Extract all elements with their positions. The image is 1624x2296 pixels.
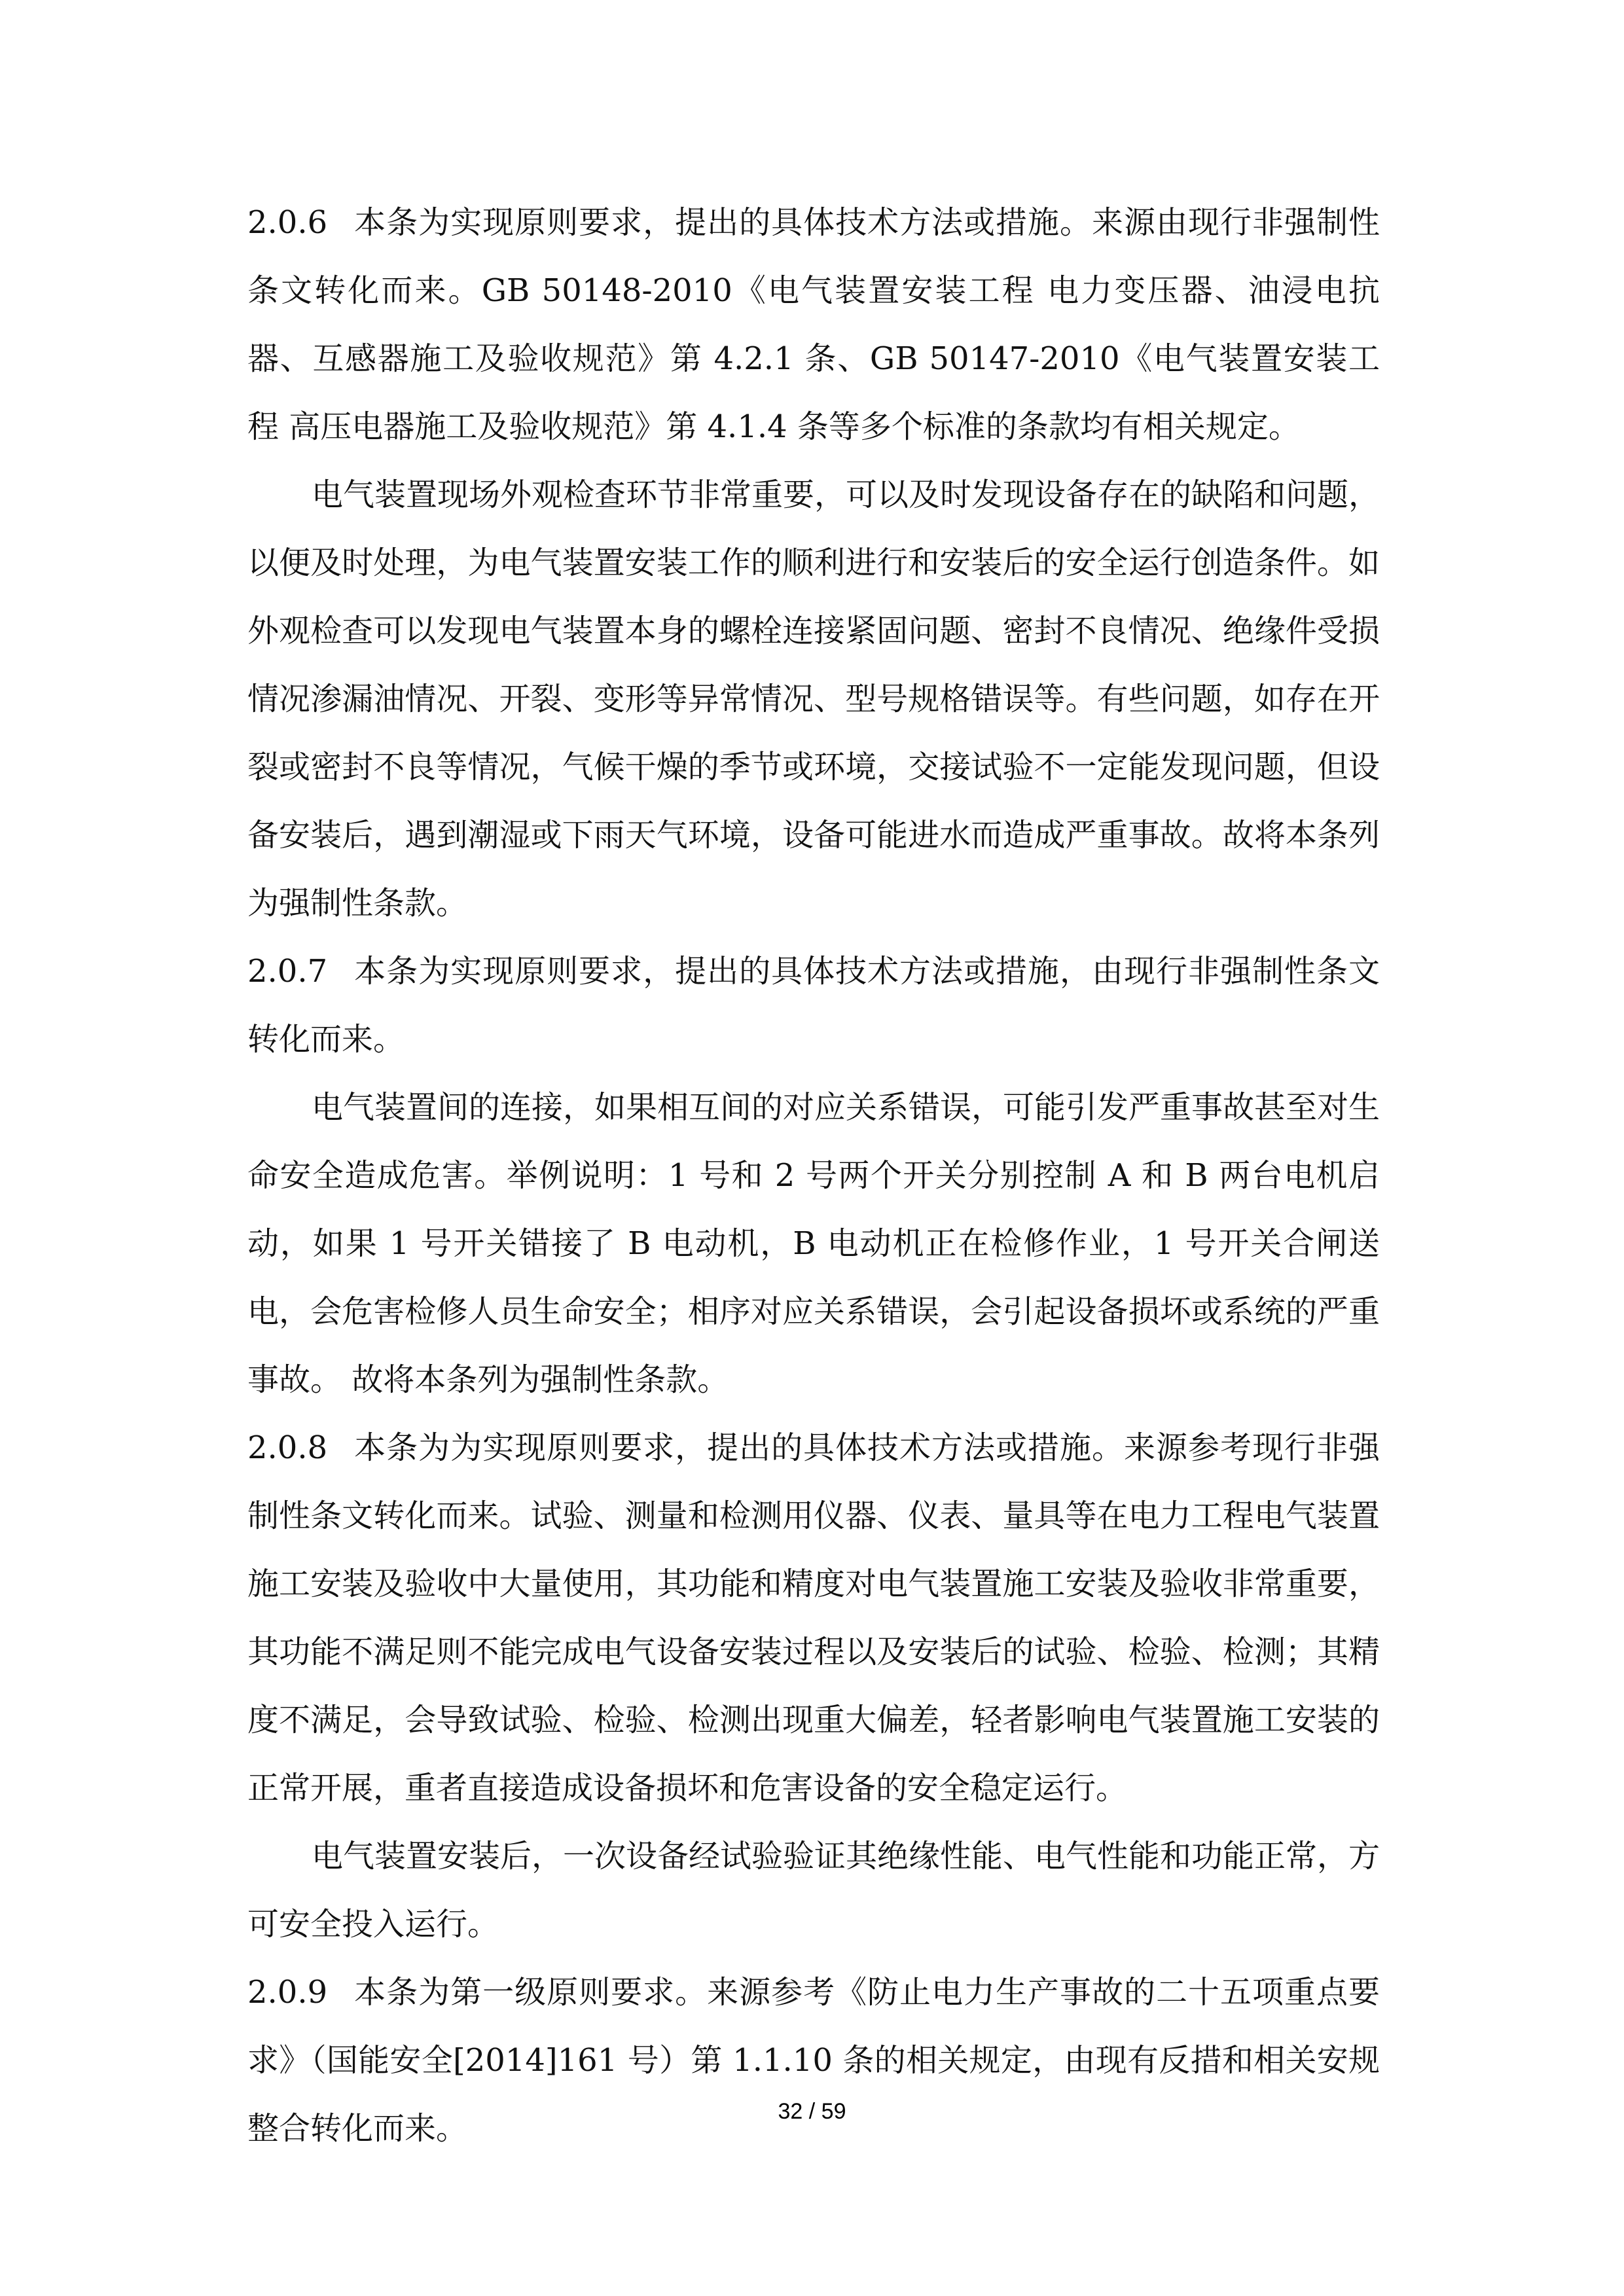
paragraph-text: 电气装置间的连接，如果相互间的对应关系错误，可能引发严重事故甚至对生命安全造成危害。举例说明：1 号和 2 号两个开关分别控制 A 和 B 两台电机启动，如果 1 号开关错接了 B 电动机，B 电动机正在检修作业，1 号开关合闸送电，会危害检修人员生命安全；相序对应关系错误，会引起设备损坏或系统的严重事故。 故将本条列为强制性条款。 [247, 1089, 1380, 1398]
paragraph-text: 电气装置现场外观检查环节非常重要，可以及时发现设备存在的缺陷和问题，以便及时处理，为电气装置安装工作的顺利进行和安装后的安全运行创造条件。如外观检查可以发现电气装置本身的螺栓连接紧固问题、密封不良情况、绝缘件受损情况渗漏油情况、开裂、变形等异常情况、型号规格错误等。有些问题，如存在开裂或密封不良等情况，气候干燥的季节或环境，交接试验不一定能发现问题，但设备安装后，遇到潮湿或下雨天气环境，设备可能进水而造成严重事故。故将本条列为强制性条款。 [247, 476, 1380, 922]
clause-2-0-8 [247, 1414, 1380, 1822]
paragraph-text: 电气装置安装后，一次设备经试验验证其绝缘性能、电气性能和功能正常，方可安全投入运行。 [247, 1838, 1380, 1943]
clause-text: 本条为实现原则要求，提出的具体技术方法或措施。来源由现行非强制性条文转化而来。GB 50148-2010《电气装置安装工程 电力变压器、油浸电抗器、互感器施工及验收规范》第 4.2.1 条、GB 50147-2010《电气装置安装工程 高压电器施工及验收规范》第 4.1.4 条等多个标准的条款均有相关规定。 [247, 204, 1380, 445]
explanation-paragraph [247, 1822, 1380, 1958]
clause-text: 本条为为实现原则要求，提出的具体技术方法或措施。来源参考现行非强制性条文转化而来。试验、测量和检测用仪器、仪表、量具等在电力工程电气装置施工安装及验收中大量使用，其功能和精度对电气装置施工安装及验收非常重要，其功能不满足则不能完成电气设备安装过程以及安装后的试验、检验、检测；其精度不满足，会导致试验、检验、检测出现重大偏差，轻者影响电气装置施工安装的正常开展，重者直接造成设备损坏和危害设备的安全稳定运行。 [247, 1429, 1380, 1806]
clause-number: 2.0.8 [247, 1429, 328, 1466]
explanation-paragraph [247, 1073, 1380, 1414]
clause-2-0-6 [247, 188, 1380, 461]
clause-2-0-7 [247, 937, 1380, 1073]
clause-number: 2.0.6 [247, 204, 328, 241]
explanation-paragraph [247, 461, 1380, 937]
clause-2-0-9 [247, 1958, 1380, 2162]
clause-number: 2.0.9 [247, 1974, 328, 2011]
clause-number: 2.0.7 [247, 953, 328, 990]
clause-text: 本条为实现原则要求，提出的具体技术方法或措施，由现行非强制性条文转化而来。 [247, 953, 1380, 1058]
document-body [247, 188, 1380, 2162]
page-number: 32 / 59 [778, 2099, 846, 2124]
clause-text: 本条为第一级原则要求。来源参考《防止电力生产事故的二十五项重点要求》（国能安全[2014]161 号）第 1.1.10 条的相关规定，由现有反措和相关安规整合转化而来。 [247, 1974, 1380, 2147]
